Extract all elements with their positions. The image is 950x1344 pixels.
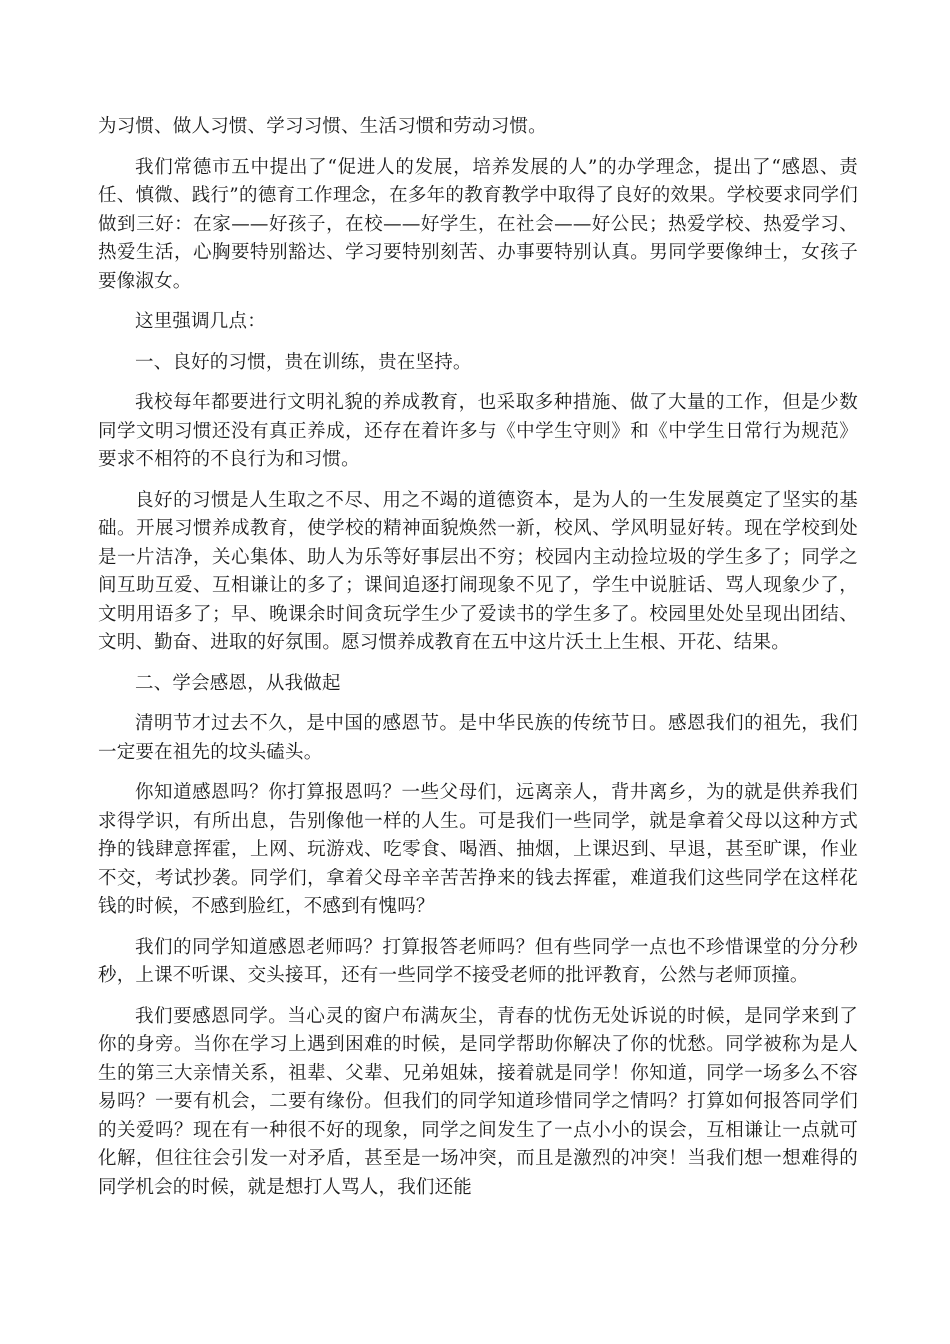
section-heading-gratitude: 二、学会感恩，从我做起 xyxy=(135,672,341,694)
paragraph-school-philosophy: 我们常德市五中提出了“促进人的发展，培养发展的人”的办学理念，提出了“感恩、责任、慎微、践行”的德育工作理念，在多年的教育教学中取得了良好的效果。学校要求同学们做到三好：在家——好孩子，在校——好学生，在社会——好公民；热爱学校、热爱学习、热爱生活，心胸要特别豁达、学习要特别刻苦、办事要特别认真。男同学要像绅士，女孩子要像淑女。 xyxy=(98,156,858,292)
paragraph-qingming: 清明节才过去不久，是中国的感恩节。是中华民族的传统节日。感恩我们的祖先，我们一定要在祖先的坟头磕头。 xyxy=(98,713,858,763)
paragraph-classmates: 我们要感恩同学。当心灵的窗户布满灰尘，青春的忧伤无处诉说的时候，是同学来到了你的身旁。当你在学习上遇到困难的时候，是同学帮助你解决了你的忧愁。同学被称为是人生的第三大亲情关系，祖辈、父辈、兄弟姐妹，接着就是同学！你知道，同学一场多么不容易吗？一要有机会，二要有缘份。但我们的同学知道珍惜同学之情吗？打算如何报答同学们的关爱吗？现在有一种很不好的现象，同学之间发生了一点小小的误会，互相谦让一点就可化解，但往往会引发一对矛盾，甚至是一场冲突，而且是激烈的冲突！当我们想一想难得的同学机会的时候，就是想打人骂人，我们还能 xyxy=(98,1005,858,1198)
paragraph-etiquette-education: 我校每年都要进行文明礼貌的养成教育，也采取多种措施、做了大量的工作，但是少数同学文明习惯还没有真正养成，还存在着许多与《中学生守则》和《中学生日常行为规范》要求不相符的不良行为和习惯。 xyxy=(98,392,858,470)
paragraph-teachers: 我们的同学知道感恩老师吗？打算报答老师吗？但有些同学一点也不珍惜课堂的分分秒秒，上课不听课、交头接耳，还有一些同学不接受老师的批评教育，公然与老师顶撞。 xyxy=(98,936,858,986)
section-heading-habits: 一、良好的习惯，贵在训练，贵在坚持。 xyxy=(135,351,472,373)
paragraph-emphasis-intro: 这里强调几点： xyxy=(135,311,266,332)
document-body xyxy=(98,113,858,1214)
paragraph-continuation: 为习惯、做人习惯、学习习惯、生活习惯和劳动习惯。 xyxy=(98,116,547,137)
paragraph-good-habits: 良好的习惯是人生取之不尽、用之不竭的道德资本，是为人的一生发展奠定了坚实的基础。开展习惯养成教育，使学校的精神面貌焕然一新，校风、学风明显好转。现在学校到处是一片洁净，关心集体、助人为乐等好事层出不穷；校园内主动捡垃圾的学生多了；同学之间互助互爱、互相谦让的多了；课间追逐打闹现象不见了，学生中说脏话、骂人现象少了，文明用语多了；早、晚课余时间贪玩学生少了爱读书的学生多了。校园里处处呈现出团结、文明、勤奋、进取的好氛围。愿习惯养成教育在五中这片沃土上生根、开花、结果。 xyxy=(98,489,858,653)
paragraph-parents: 你知道感恩吗？你打算报恩吗？一些父母们，远离亲人，背井离乡，为的就是供养我们求得学识，有所出息，告别像他一样的人生。可是我们一些同学，就是拿着父母以这种方式挣的钱肆意挥霍，上网、玩游戏、吃零食、喝酒、抽烟，上课迟到、早退，甚至旷课，作业不交，考试抄袭。同学们，拿着父母辛辛苦苦挣来的钱去挥霍，难道我们这些同学在这样花钱的时候，不感到脸红，不感到有愧吗？ xyxy=(98,782,858,917)
